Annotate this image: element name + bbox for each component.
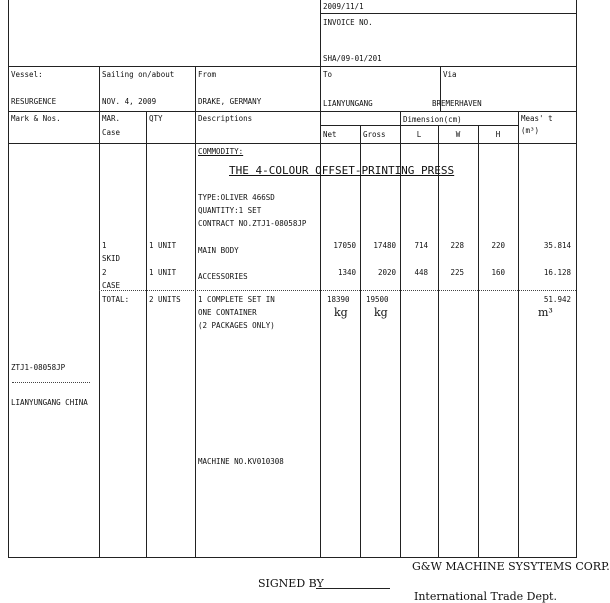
total-qty: 2 UNITS [149, 295, 181, 304]
column-l: L [416, 130, 422, 139]
bottom-border [8, 557, 576, 558]
row-2-net: 1340 [337, 268, 356, 277]
row-2-description: ACCESSORIES [198, 272, 248, 281]
h-meas-divider [518, 111, 519, 558]
sailing-label: Sailing on/about [102, 70, 175, 79]
vessel-sailing-divider [99, 66, 100, 558]
marks-separator [12, 382, 90, 383]
from-port: DRAKE, GERMANY [198, 97, 262, 106]
row-1-height: 220 [491, 241, 505, 250]
marks-line-1: ZTJ1-08058JP [11, 363, 66, 372]
column-meas-unit: (m³) [521, 126, 540, 135]
column-case: Case [102, 128, 121, 137]
vessel-name: RESURGENCE [11, 97, 57, 106]
column-gross: Gross [363, 130, 386, 139]
row-2-length: 448 [414, 268, 428, 277]
l-w-divider [438, 125, 439, 558]
row-1-width: 228 [450, 241, 464, 250]
vessel-label: Vessel: [11, 70, 43, 79]
date: 2009/11/1 [323, 2, 364, 11]
total-label: TOTAL: [102, 295, 130, 304]
row-2-package-no: 2 [102, 268, 107, 277]
total-desc-line-2: ONE CONTAINER [198, 308, 257, 317]
row-1-qty: 1 UNIT [149, 241, 177, 250]
header-divider [320, 0, 321, 66]
quantity-line: QUANTITY:1 SET [198, 206, 262, 215]
row-1-package-type: SKID [102, 254, 121, 263]
row-2-qty: 1 UNIT [149, 268, 177, 277]
column-h: H [495, 130, 501, 139]
from-to-divider [320, 66, 321, 558]
signature-line [316, 588, 390, 589]
row-1-package-no: 1 [102, 241, 107, 250]
row-1-description: MAIN BODY [198, 246, 239, 255]
column-mar: MAR. [102, 114, 121, 123]
marks-line-2: LIANYUNGANG CHINA [11, 398, 88, 407]
via-label: Via [443, 70, 457, 79]
column-descriptions: Descriptions [198, 114, 253, 123]
total-desc-line-3: (2 PACKAGES ONLY) [198, 321, 275, 330]
machine-number: MACHINE NO.KV010308 [198, 457, 284, 466]
column-meas: Meas' t [521, 114, 553, 123]
dimension-sub-line [320, 125, 518, 126]
from-label: From [198, 70, 217, 79]
left-border [8, 0, 9, 558]
right-border [576, 0, 577, 558]
total-net: 18390 [327, 295, 350, 304]
net-gross-divider [360, 125, 361, 558]
total-desc-line-1: 1 COMPLETE SET IN [198, 295, 275, 304]
row-2-package-type: CASE [102, 281, 121, 290]
via-port: BREMERHAVEN [432, 99, 482, 108]
invoice-label: INVOICE NO. [323, 18, 373, 27]
total-meas-unit: m³ [538, 306, 553, 319]
row-2-gross: 2020 [377, 268, 396, 277]
row-1-length: 714 [414, 241, 428, 250]
date-underline [320, 13, 576, 14]
to-label: To [323, 70, 333, 79]
company-name: G&W MACHINE SYSYTEMS CORP. [412, 560, 610, 573]
row-1-meas: 35.814 [543, 241, 571, 250]
contract-line: CONTRACT NO.ZTJ1-08058JP [198, 219, 307, 228]
row-1-gross: 17480 [373, 241, 396, 250]
column-net: Net [323, 130, 337, 139]
department: International Trade Dept. [414, 590, 557, 603]
total-gross: 19500 [366, 295, 389, 304]
total-net-unit: kg [334, 306, 348, 319]
gross-l-divider [400, 111, 401, 558]
sailing-from-divider [195, 66, 196, 558]
row-2-width: 225 [450, 268, 464, 277]
type-line: TYPE:OLIVER 466SD [198, 193, 275, 202]
total-meas: 51.942 [543, 295, 571, 304]
mar-qty-divider [146, 111, 147, 558]
sailing-date: NOV. 4, 2009 [102, 97, 157, 106]
column-marks: Mark & Nos. [11, 114, 61, 123]
invoice-number: SHA/09-01/201 [323, 54, 382, 63]
row-1-net: 17050 [333, 241, 356, 250]
row-2-meas: 16.128 [543, 268, 571, 277]
to-port: LIANYUNGANG [323, 99, 373, 108]
row-2-height: 160 [491, 268, 505, 277]
column-dimension: Dimension(cm) [403, 115, 462, 124]
column-header-bottom-line [8, 143, 576, 144]
rows-total-separator [99, 290, 576, 291]
commodity-title: THE 4-COLOUR OFFSET-PRINTING PRESS [229, 164, 455, 177]
header-bottom-line [8, 66, 576, 67]
commodity-label: COMMODITY: [198, 147, 244, 156]
w-h-divider [478, 125, 479, 558]
total-gross-unit: kg [374, 306, 388, 319]
signed-by-label: SIGNED BY [258, 577, 324, 590]
column-qty: QTY [149, 114, 163, 123]
column-w: W [455, 130, 461, 139]
voyage-bottom-line [8, 111, 576, 112]
